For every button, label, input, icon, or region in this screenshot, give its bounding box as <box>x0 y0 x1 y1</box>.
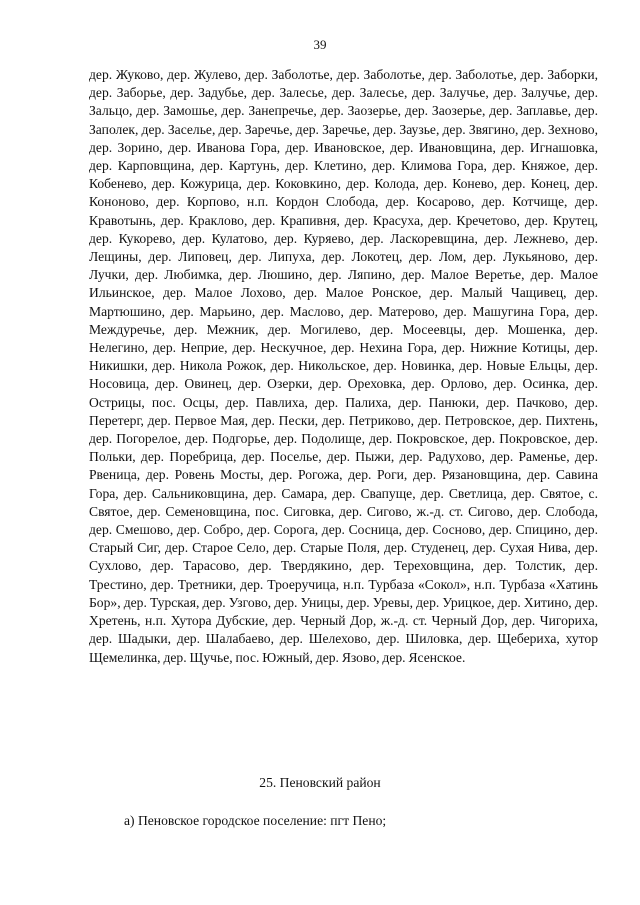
page-number: 39 <box>313 37 327 52</box>
settlement-list-paragraph: дер. Жуково, дер. Жулево, дер. Заболотье, дер. Заболотье, дер. Заболотье, дер. Заборки, дер. Заборье, дер. Задубье, дер. Залесье, дер. Залесье, дер. Залучье, дер. Залучье, дер. Зальцо, дер. Замошье, дер. Занепречье, дер. Заозерье, дер. Заозерье, дер. Заплавье, дер. Заполек, дер. Заселье, дер. Заречье, дер. Заречье, дер. Заузье, дер. Звягино, дер. Зехново, дер. Зорино, дер. Иванова Гора, дер. Ивановское, дер. Ивановщина, дер. Игнашовка, дер. Карповщина, дер. Картунь, дер. Клетино, дер. Климова Гора, дер. Княжое, дер. Кобенево, дер. Кожурица, дер. Коковкино, дер. Колода, дер. Конево, дер. Конец, дер. Кононово, дер. Корпово, н.п. Кордон Слобода, дер. Косарово, дер. Котчище, дер. Кравотынь, дер. Краклово, дер. Крапивня, дер. Красуха, дер. Кречетово, дер. Крутец, дер. Кукорево, дер. Кулатово, дер. Куряево, дер. Ласкоревщина, дер. Лежнево, дер. Лещины, дер. Липовец, дер. Липуха, дер. Локотец, дер. Лом, дер. Лукьяново, дер. Лучки, дер. Любимка, дер. Люшино, дер. Ляпино, дер. Малое Веретье, дер. Малое Ильинское, дер. Малое Лохово, дер. Малое Ронское, дер. Малый Чащивец, дер. Мартюшино, дер. Марьино, дер. Маслово, дер. Матерово, дер. Машугина Гора, дер. Междуречье, дер. Межник, дер. Могилево, дер. Мосеевцы, дер. Мошенка, дер. Нелегино, дер. Неприе, дер. Нескучное, дер. Нехина Гора, дер. Нижние Котицы, дер. Никишки, дер. Никола Рожок, дер. Никольское, дер. Новинка, дер. Новые Ельцы, дер. Носовица, дер. Овинец, дер. Озерки, дер. Ореховка, дер. Орлово, дер. Осинка, дер. Острицы, пос. Осцы, дер. Павлиха, дер. Палиха, дер. Панюки, дер. Пачково, дер. Перетерг, дер. Первое Мая, дер. Пески, дер. Петриково, дер. Петровское, дер. Пихтень, дер. Погорелое, дер. Подгорье, дер. Подолище, дер. Покровское, дер. Покровское, дер. Польки, дер. Поребрица, дер. Поселье, дер. Пыжи, дер. Радухово, дер. Раменье, дер. Рвеница, дер. Ровень Мосты, дер. Рогожа, дер. Роги, дер. Рязановщина, дер. Савина Гора, дер. Сальниковщина, дер. Самара, дер. Свапуще, дер. Светлица, дер. Святое, с. Святое, дер. Семеновщина, пос. Сиговка, дер. Сигово, ж.-д. ст. Сигово, дер. Слобода, дер. Смешово, дер. Собро, дер. Сорога, дер. Сосница, дер. Сосново, дер. Спицино, дер. Старый Сиг, дер. Старое Село, дер. Старые Поля, дер. Студенец, дер. Сухая Нива, дер. Сухлово, дер. Тарасово, дер. Твердякино, дер. Тереховщина, дер. Толстик, дер. Трестино, дер. Третники, дер. Троеручица, н.п. Турбаза «Сокол», н.п. Турбаза «Хатинь Бор», дер. Турская, дер. Узгово, дер. Уницы, дер. Уревы, дер. Урицкое, дер. Хитино, дер. Хретень, н.п. Хутора Дубские, дер. Черный Дор, ж.-д. ст. Черный Дор, дер. Чигориха, дер. Шадыки, дер. Шалабаево, дер. Шелехово, дер. Шиловка, дер. Щебериха, хутор Щемелинка, дер. Щучье, пос. Южный, дер. Язово, дер. Ясенское. <box>89 67 598 665</box>
section-heading: 25. Пеновский район <box>259 775 381 790</box>
sub-item-penovskoe: а) Пеновское городское поселение: пгт Пено; <box>124 813 387 828</box>
